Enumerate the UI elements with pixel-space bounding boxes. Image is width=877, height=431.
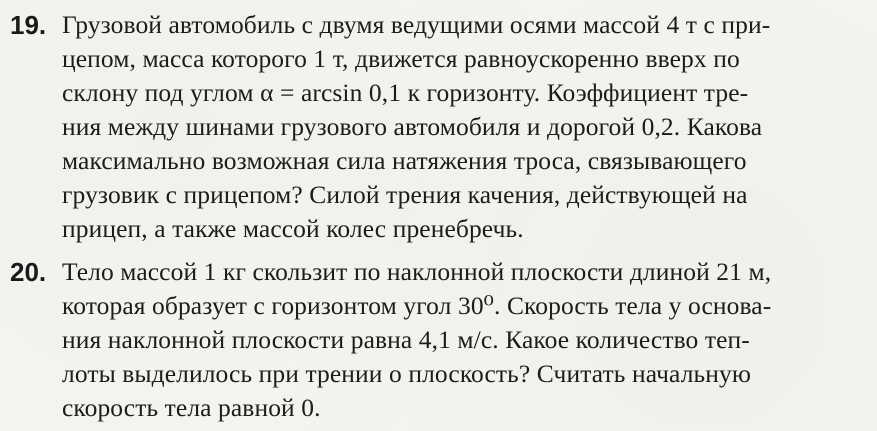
problem-text-line: склону под углом α = arcsin 0,1 к горизонту. Коэффициент тре-	[62, 78, 749, 107]
problem-text-line: скорость тела равной 0.	[62, 393, 321, 422]
problem-text-line: лоты выделилось при трении о плоскость? Считать начальную	[62, 359, 751, 388]
problem-number: 20.	[10, 257, 47, 287]
problem-text-line: прицеп, а также массой колес пренебречь.	[62, 214, 524, 243]
problem-text-line: ния наклонной плоскости равна 4,1 м/с. Какое количество теп-	[62, 325, 750, 354]
problem-text-line: цепом, масса которого 1 т, движется равноускоренно вверх по	[62, 44, 740, 73]
problem-text-line: ния между шинами грузового автомобиля и дорогой 0,2. Какова	[62, 112, 763, 141]
problem-number: 19.	[10, 10, 47, 40]
problem-text-line: грузовик с прицепом? Силой трения качения, действующей на	[62, 180, 748, 209]
problem-text-line: Грузовой автомобиль с двумя ведущими осями массой 4 т с при-	[62, 10, 771, 39]
problem-text-line: которая образует с горизонтом угол 30⁰. Скорость тела у основа-	[62, 291, 772, 320]
problem-text-line: максимально возможная сила натяжения троса, связывающего	[62, 146, 747, 175]
problem-text-line: Тело массой 1 кг скользит по наклонной плоскости длиной 21 м,	[62, 257, 772, 286]
